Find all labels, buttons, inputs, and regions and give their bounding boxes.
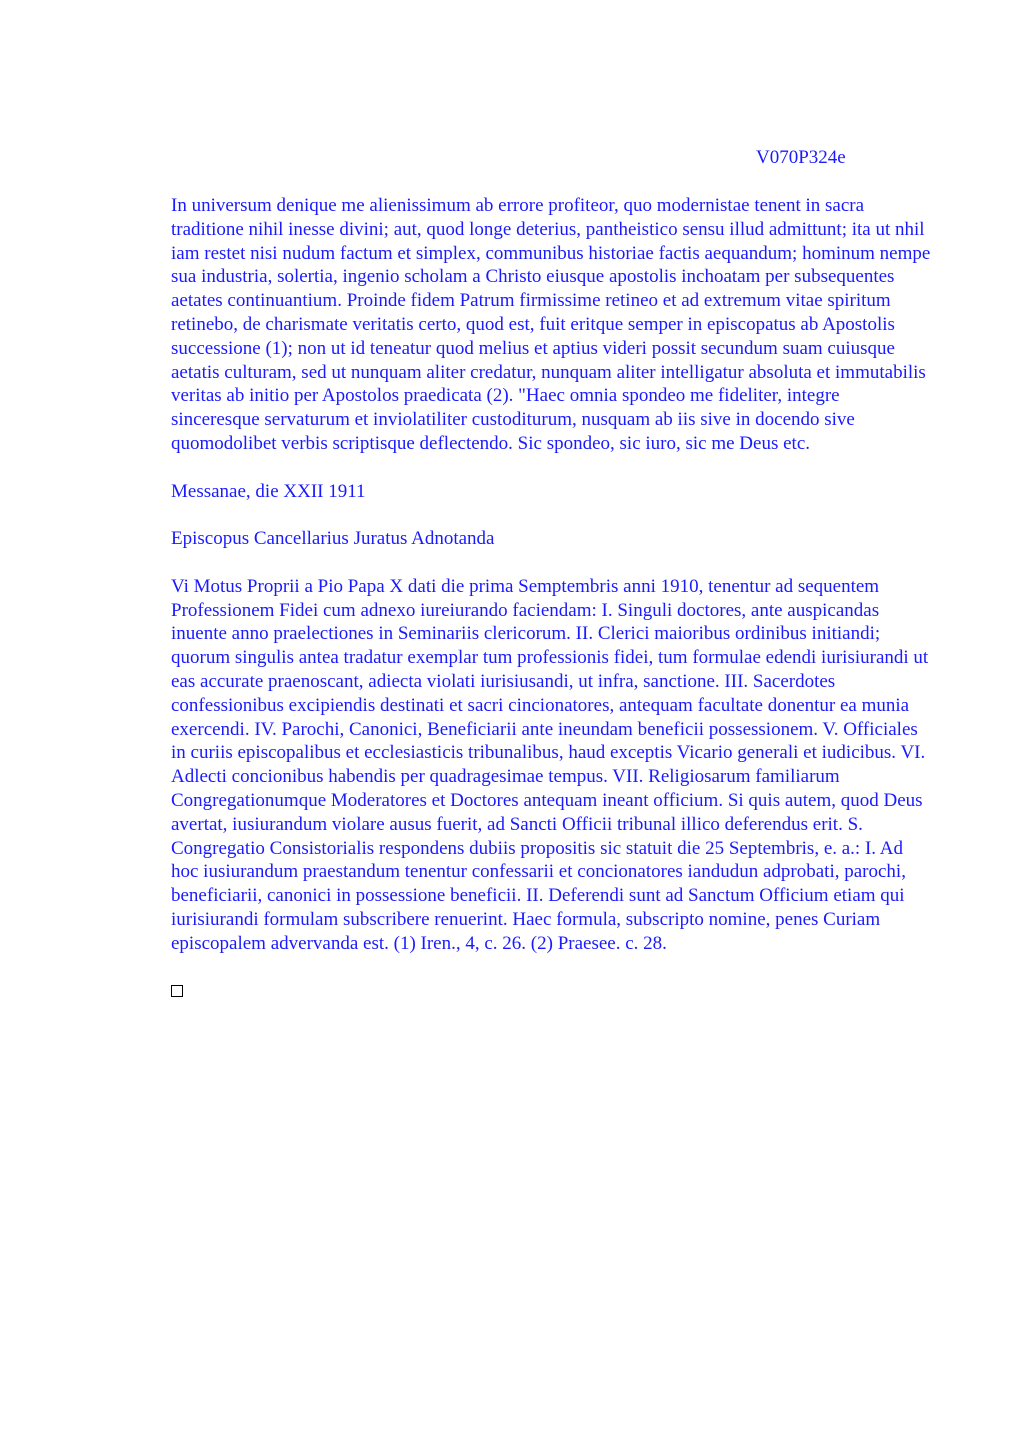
checkbox-row — [171, 979, 931, 1004]
checkbox-icon[interactable] — [171, 985, 183, 997]
paragraph-signature: Episcopus Cancellarius Juratus Adnotanda — [171, 528, 495, 550]
page-identifier: V070P324e — [756, 147, 846, 168]
paragraph-notes: Vi Motus Proprii a Pio Papa X dati die prima Semptembris anni 1910, tenentur ad sequentem Professionem Fidei cum adnexo iureiurando faciendam: I. Singuli doctores, ante auspicandas inuente anno praelectiones in Seminariis clericorum. II. Clerici maioribus ordinibus initiandi; quorum singulis antea tradatur exemplar tum professionis fidei, tum formulae edendi iurisiurandi ut eas accurate praenoscant, adiecta violati iurisiusandi, ut infra, sanctione. III. Sacerdotes confessionibus excipiendis destinati et sacri cincionatores, antequam facultate donentur ea munia exercendi. IV. Parochi, Canonici, Beneficiarii ante ineundam beneficii possessionem. V. Officiales in curiis episcopalibus et ecclesiasticis tribunalibus, haud exceptis Vicario generali et iudicibus. VI. Adlecti concionibus habendis per quadragesimae tempus. VII. Religiosarum familiarum Congregationumque Moderatores et Doctores antequam ineant officium. Si quis autem, quod Deus avertat, iusiurandum violare ausus fuerit, ad Sancti Officii tribunal illico deferendus erit. S. Congregatio Consistorialis respondens dubiis propositis sic statuit die 25 Septembris, e. a.: I. Ad hoc iusiurandum praestandum tenentur confessarii et concionatores iandudun adprobati, parochi, beneficiarii, canonici in possessione beneficii. II. Deferendi sunt ad Sanctum Officium etiam qui iurisiurandi formulam subscribere renuerint. Haec formula, subscripto nomine, penes Curiam episcopalem advervanda est. (1) Iren., 4, c. 26. (2) Praesee. c. 28. — [171, 575, 929, 954]
paragraph-profession: In universum denique me alienissimum ab errore profiteor, quo modernistae tenent in sacra traditione nihil inesse divini; aut, quod longe deterius, pantheistico sensu illud admittunt; ita ut nhil iam restet nisi nudum factum et simplex, communibus historiae factis aequandum; hominum nempe sua industria, solertia, ingenio scholam a Christo eiusque apostolis inchoatam per subsequentes aetates continuantium. Proinde fidem Patrum firmissime retineo et ad extremum vitae spiritum retinebo, de charismate veritatis certo, quod est, fuit eritque semper in episcopatus ab Apostolis successione (1); non ut id teneatur quod melius et aptius videri possit secundum suam cuiusque aetatis culturam, sed ut nunquam aliter credatur, nunquam aliter intelligatur absoluta et immutabilis veritas ab initio per Apostolos praedicata (2). "Haec omnia spondeo me fideliter, integre sinceresque servaturum et inviolatiliter custoditurum, nusquam ab iis sive in docendo sive quomodolibet verbis scriptisque deflectendo. Sic spondeo, sic iuro, sic me Deus etc. — [171, 195, 931, 454]
paragraph-date: Messanae, die XXII 1911 — [171, 480, 366, 502]
document-body — [171, 194, 931, 1004]
